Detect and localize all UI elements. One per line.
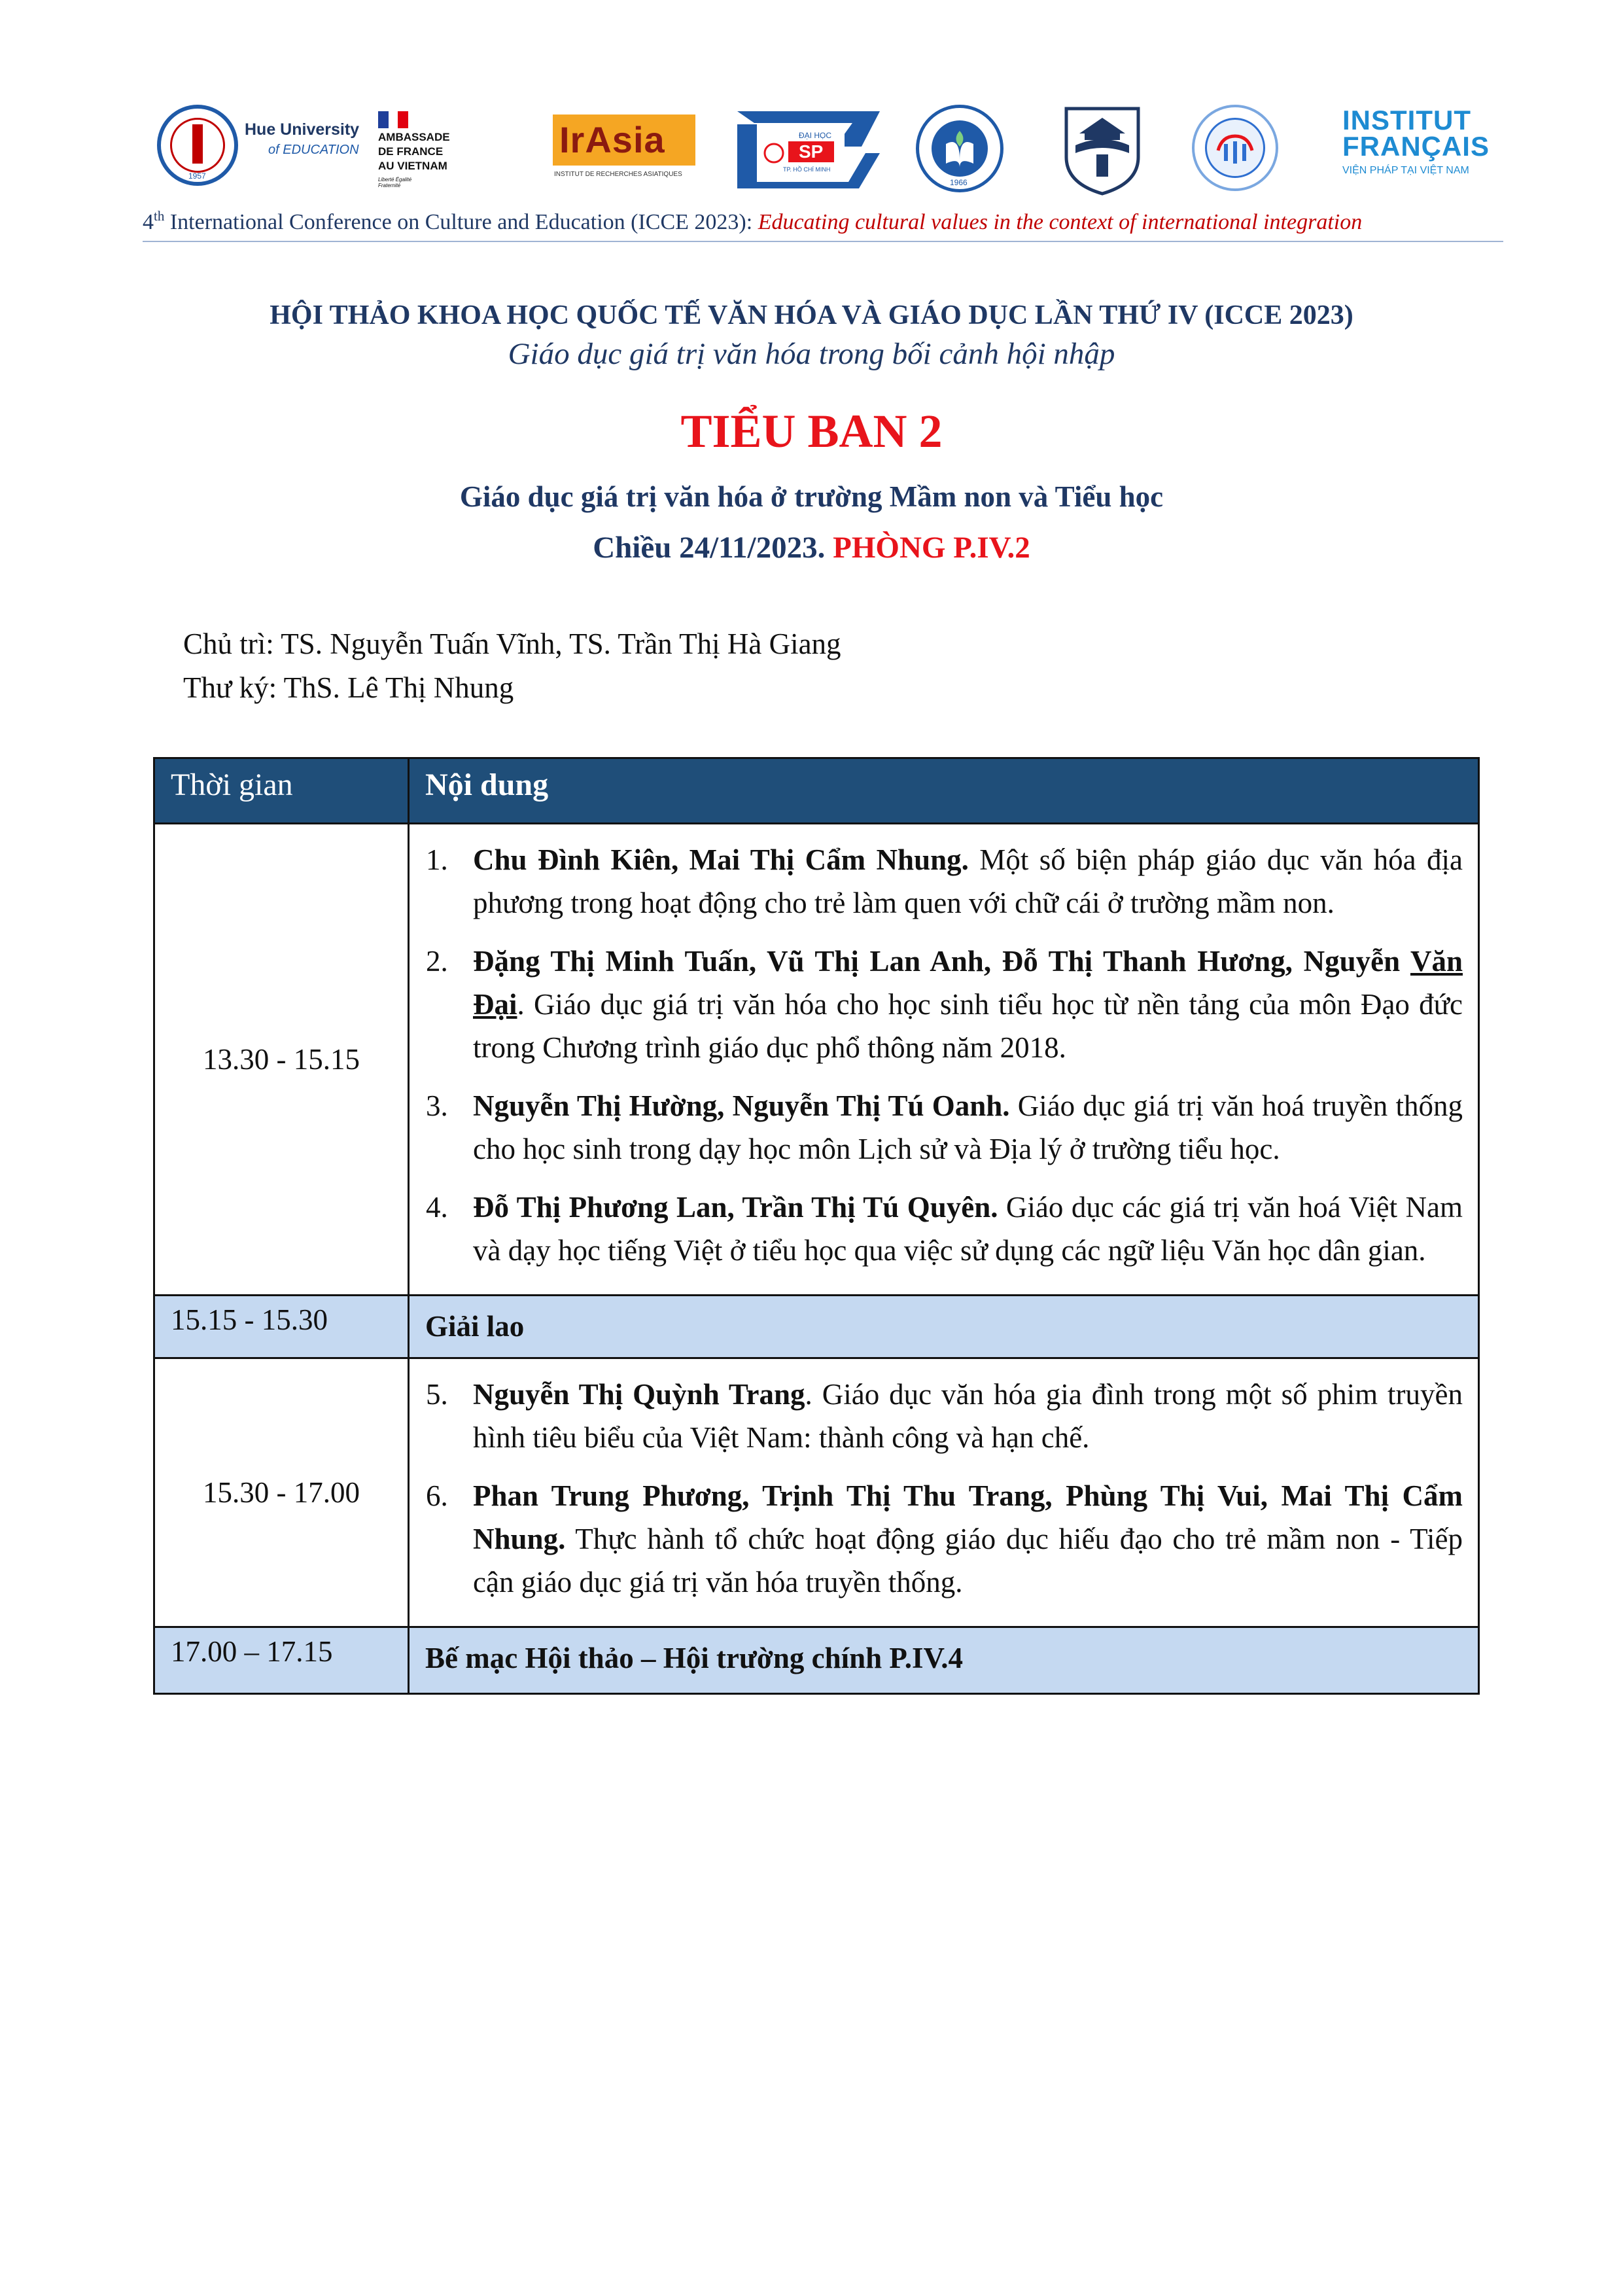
room-label: PHÒNG P.IV.2 <box>833 531 1030 565</box>
hanoi-metropolitan-logo <box>1060 105 1145 196</box>
marianne-icon <box>378 111 408 128</box>
list-item: 4. Đỗ Thị Phương Lan, Trần Thị Tú Quyên. Giáo dục các giá trị văn hoá Việt Nam và dạy học tiếng Việt ở tiểu học qua việc sử dụng các ngữ liệu Văn học dân gian. <box>426 1191 1463 1267</box>
table-header-row <box>154 758 1479 824</box>
list-item: 1. Chu Đình Kiên, Mai Thị Cẩm Nhung. Một số biện pháp giáo dục văn hóa địa phương trong hoạt động cho trẻ làm quen với chữ cái ở trường mầm non. <box>426 843 1463 919</box>
talk-title: . Giáo dục văn hóa gia đình trong một số phim truyền hình tiêu biểu của Việt Nam: thành công và hạn chế. <box>473 1378 1463 1454</box>
closing-time: 17.00 – 17.15 <box>154 1627 409 1694</box>
talk-title: . Giáo dục giá trị văn hóa cho học sinh tiểu học từ nền tảng của môn Đạo đức trong Chương trình giáo dục phổ thông năm 2018. <box>473 988 1463 1064</box>
talk-authors: Phan Trung Phương, Trịnh Thị Thu Trang, Phùng Thị Vui, Mai Thị Cẩm Nhung. <box>473 1479 1463 1555</box>
irasia-logo: IrAsia INSTITUT DE RECHERCHES ASIATIQUES <box>553 115 697 186</box>
conference-theme: Educating cultural values in the context of international integration <box>758 210 1363 234</box>
session-time-room: Chiều 24/11/2023. PHÒNG P.IV.2 <box>593 531 1030 565</box>
hue-university-logo: 1957 Hue University of EDUCATION <box>157 105 340 196</box>
schedule-table <box>153 757 1480 1695</box>
talk-authors: Nguyễn Thị Quỳnh Trang <box>473 1378 805 1411</box>
conference-title: HỘI THẢO KHOA HỌC QUỐC TẾ VĂN HÓA VÀ GIÁO DỤC LẦN THỨ IV (ICCE 2023) <box>270 300 1353 330</box>
talk-title: Giáo dục giá trị văn hoá truyền thống cho học sinh trong dạy học môn Lịch sử và Địa lý ở trường tiểu học. <box>473 1089 1463 1165</box>
session2-time: 15.30 - 17.00 <box>154 1358 409 1627</box>
panel-topic: Giáo dục giá trị văn hóa ở trường Mầm non và Tiểu học <box>459 480 1164 513</box>
hcmue-logo: ĐẠI HỌC SP TP. HỒ CHÍ MINH <box>731 105 881 190</box>
table-row <box>154 1358 1479 1627</box>
partner-logos <box>0 0 1623 216</box>
talk-authors: Chu Đình Kiên, Mai Thị Cẩm Nhung. <box>473 843 969 876</box>
hpu2-logo <box>1192 105 1283 196</box>
conference-name: International Conference on Culture and Education (ICCE 2023): <box>164 210 758 234</box>
talk-authors-underlined: Văn Đại <box>473 945 1463 1021</box>
session2-content <box>409 1358 1479 1627</box>
header-time: Thời gian <box>154 758 409 824</box>
conference-banner-line: 4th International Conference on Culture and Education (ICCE 2023): Educating cultural values in the context of international integration <box>143 208 1363 234</box>
institut-francais-logo: INSTITUT FRANÇAIS VIỆN PHÁP TẠI VIỆT NAM <box>1342 105 1490 176</box>
talk-authors: Nguyễn Thị Hường, Nguyễn Thị Tú Oanh. <box>473 1089 1010 1122</box>
list-item: 3. Nguyễn Thị Hường, Nguyễn Thị Tú Oanh. Giáo dục giá trị văn hoá truyền thống cho học sinh trong dạy học môn Lịch sử và Địa lý ở trường tiểu học. <box>426 1089 1463 1165</box>
ambassade-de-france-logo: AMBASSADE DE FRANCE AU VIETNAM Liberté Égalité Fraternité <box>378 111 476 196</box>
talk-title: Giáo dục các giá trị văn hoá Việt Nam và dạy học tiếng Việt ở tiểu học qua việc sử dụng các ngữ liệu Văn học dân gian. <box>473 1191 1463 1267</box>
talk-list <box>410 1360 1477 1625</box>
list-item: 5. Nguyễn Thị Quỳnh Trang. Giáo dục văn hóa gia đình trong một số phim truyền hình tiêu biểu của Việt Nam: thành công và hạn chế. <box>426 1378 1463 1454</box>
panel-title: TIỂU BAN 2 <box>680 405 943 457</box>
thai-nguyen-education-logo: 1966 <box>916 105 1007 196</box>
list-item: 6. Phan Trung Phương, Trịnh Thị Thu Trang, Phùng Thị Vui, Mai Thị Cẩm Nhung. Thực hành tổ chức hoạt động giáo dục hiếu đạo cho trẻ mầm non - Tiếp cận giáo dục giá trị văn hóa truyền thống. <box>426 1479 1463 1598</box>
break-label: Giải lao <box>409 1296 1479 1358</box>
closing-label: Bế mạc Hội thảo – Hội trường chính P.IV.4 <box>409 1627 1479 1694</box>
break-row <box>154 1296 1479 1358</box>
header-content: Nội dung <box>409 758 1479 824</box>
closing-row <box>154 1627 1479 1694</box>
conference-subtitle: Giáo dục giá trị văn hóa trong bối cảnh hội nhập <box>508 337 1115 371</box>
emblem-icon <box>1192 105 1278 191</box>
chair-line: Chủ trì: TS. Nguyễn Tuấn Vĩnh, TS. Trần Thị Hà Giang <box>183 627 841 660</box>
session1-content <box>409 824 1479 1296</box>
talk-authors: Đặng Thị Minh Tuấn, Vũ Thị Lan Anh, Đỗ Thị Thanh Hương, Nguyễn <box>473 945 1410 978</box>
talk-title: Một số biện pháp giáo dục văn hóa địa phương trong hoạt động cho trẻ làm quen với chữ cái ở trường mầm non. <box>473 843 1463 919</box>
header-divider <box>143 241 1503 242</box>
hue-seal-icon: 1957 <box>157 105 238 186</box>
talk-title: Thực hành tổ chức hoạt động giáo dục hiếu đạo cho trẻ mầm non - Tiếp cận giáo dục giá trị văn hóa truyền thống. <box>473 1523 1463 1598</box>
talk-authors: Đỗ Thị Phương Lan, Trần Thị Tú Quyên. <box>473 1191 998 1224</box>
table-row <box>154 824 1479 1296</box>
session1-time: 13.30 - 15.15 <box>154 824 409 1296</box>
break-time: 15.15 - 15.30 <box>154 1296 409 1358</box>
talk-list <box>410 825 1477 1294</box>
list-item: 2. Đặng Thị Minh Tuấn, Vũ Thị Lan Anh, Đỗ Thị Thanh Hương, Nguyễn Văn Đại. Giáo dục giá trị văn hóa cho học sinh tiểu học từ nền tảng của môn Đạo đức trong Chương trình giáo dục phổ thông năm 2018. <box>426 945 1463 1064</box>
shield-icon <box>1060 105 1145 196</box>
secretary-line: Thư ký: ThS. Lê Thị Nhung <box>183 671 514 704</box>
